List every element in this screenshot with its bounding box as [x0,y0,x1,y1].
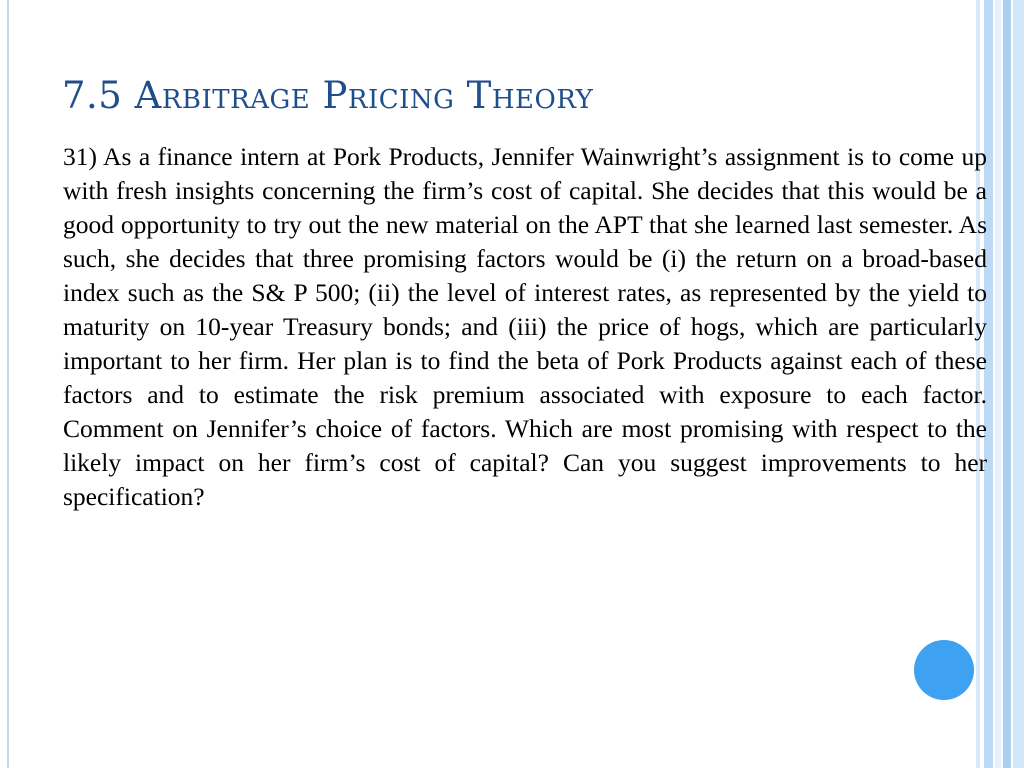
right-border-stripe [1013,0,1024,768]
left-border-line [7,0,9,768]
slide-title: 7.5 Arbitrage Pricing Theory [62,74,594,117]
right-border-stripe [995,0,1001,768]
decorative-circle [914,640,974,700]
right-border-stripe [1003,0,1011,768]
slide-body-text: 31) As a finance intern at Pork Products, Jennifer Wainwright’s assignment is to come up with fresh insights concerning the firm’s cost of capital. She decides that this would be a good opportunity to try out the new material on the APT that she learned last semester. As such, she decides that three promising factors would be (i) the return on a broad-based index such as the S& P 500; (ii) the level of interest rates, as represented by the yield to maturity on 10-year Treasury bonds; and (iii) the price of hogs, which are particularly important to her firm. Her plan is to find the beta of Pork Products against each of these factors and to estimate the risk premium associated with exposure to each factor. Comment on Jennifer’s choice of factors. Which are most promising with respect to the likely impact on her firm’s cost of capital? Can you suggest improvements to her specification? [63,142,987,511]
